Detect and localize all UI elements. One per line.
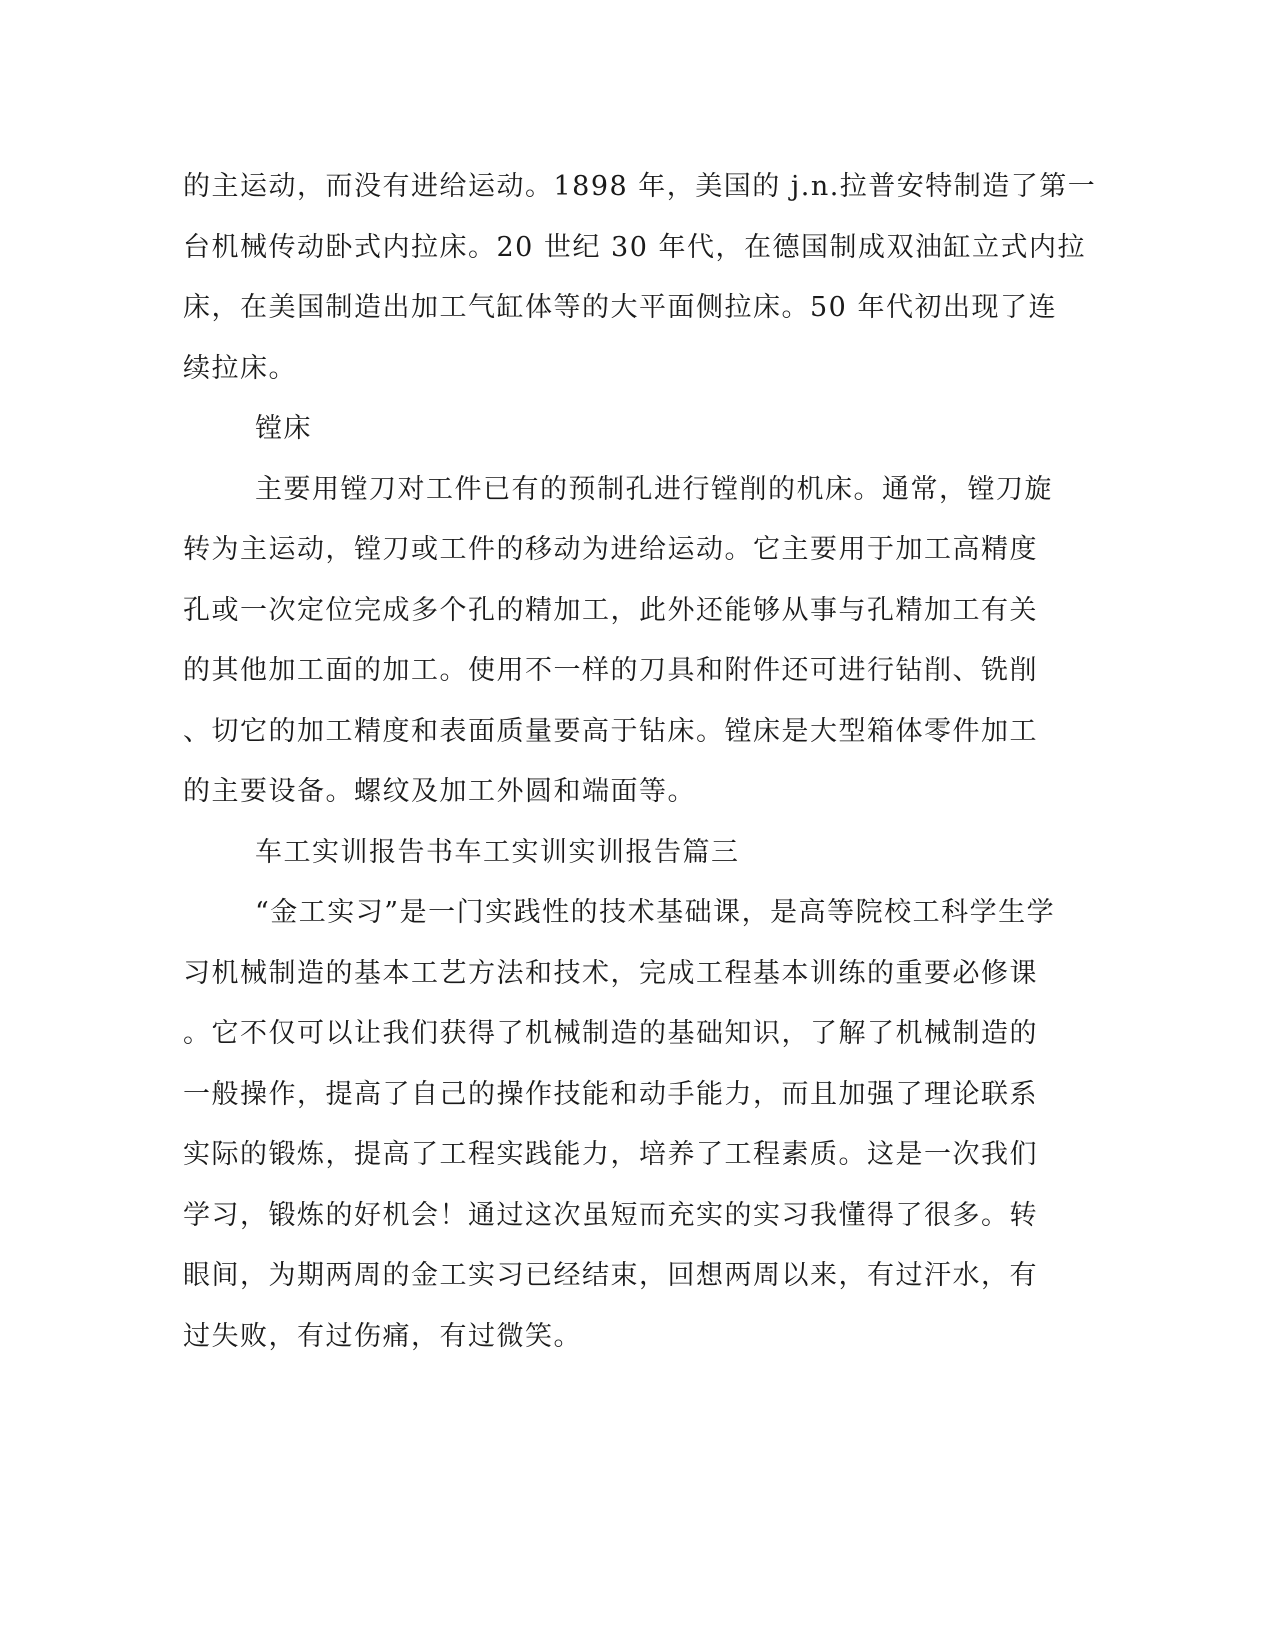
text-line: 习机械制造的基本工艺方法和技术，完成工程基本训练的重要必修课 xyxy=(183,957,1038,989)
text-line: 续拉床。 xyxy=(183,352,297,384)
text-line: 的其他加工面的加工。使用不一样的刀具和附件还可进行钻削、铣削 xyxy=(183,655,1038,686)
section-heading: 车工实训报告书车工实训实训报告篇三 xyxy=(255,836,740,868)
text-line: 过失败，有过伤痛，有过微笑。 xyxy=(183,1320,582,1352)
text-line: 台机械传动卧式内拉床。20 世纪 30 年代，在德国制成双油缸立式内拉 xyxy=(183,231,1086,263)
text-line: 眼间，为期两周的金工实习已经结束，回想两周以来，有过汗水，有 xyxy=(183,1260,1038,1291)
document-body xyxy=(183,157,1097,1367)
text-line: 一般操作，提高了自己的操作技能和动手能力，而且加强了理论联系 xyxy=(183,1078,1038,1110)
text-line: 床，在美国制造出加工气缸体等的大平面侧拉床。50 年代初出现了连 xyxy=(183,292,1057,323)
text-line: 。它不仅可以让我们获得了机械制造的基础知识，了解了机械制造的 xyxy=(183,1018,1038,1049)
text-line: 转为主运动，镗刀或工件的移动为进给运动。它主要用于加工高精度 xyxy=(183,534,1038,565)
text-line: 、切它的加工精度和表面质量要高于钻床。镗床是大型箱体零件加工 xyxy=(183,715,1038,747)
text-line: 学习，锻炼的好机会！通过这次虽短而充实的实习我懂得了很多。转 xyxy=(183,1199,1038,1231)
section-heading: 镗床 xyxy=(255,413,312,444)
text-line: “金工实习”是一门实践性的技术基础课，是高等院校工科学生学 xyxy=(255,897,1056,928)
text-line: 实际的锻炼，提高了工程实践能力，培养了工程素质。这是一次我们 xyxy=(183,1139,1038,1170)
text-line: 的主要设备。螺纹及加工外圆和端面等。 xyxy=(183,776,696,807)
text-line: 主要用镗刀对工件已有的预制孔进行镗削的机床。通常，镗刀旋 xyxy=(255,473,1053,505)
text-line: 的主运动，而没有进给运动。1898 年，美国的 j.n.拉普安特制造了第一 xyxy=(183,171,1097,202)
text-line: 孔或一次定位完成多个孔的精加工，此外还能够从事与孔精加工有关 xyxy=(183,594,1038,626)
